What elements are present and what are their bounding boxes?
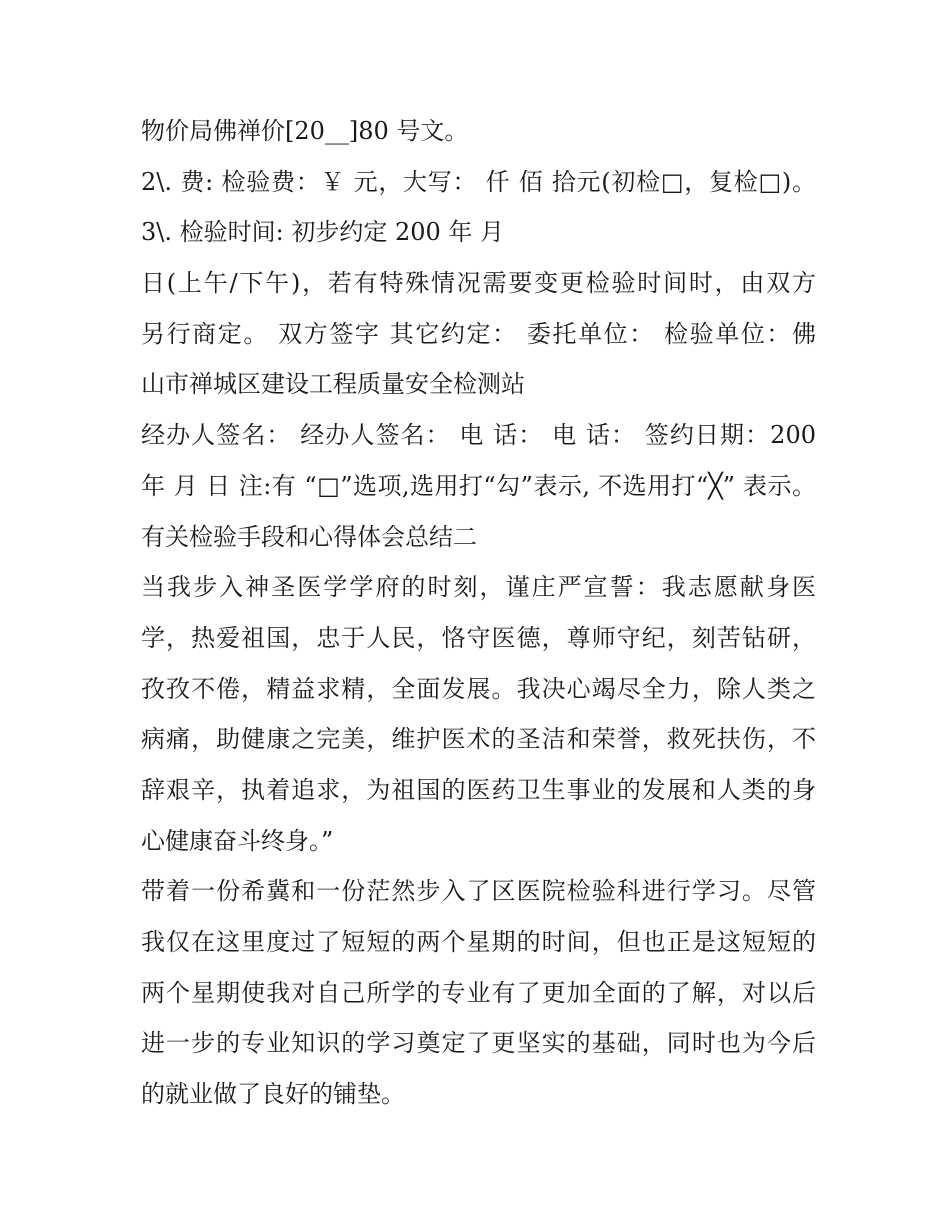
section-heading: 有关检验手段和心得体会总结二 bbox=[141, 522, 477, 551]
text-line: 另行商定。 双方签字 其它约定： 委托单位： 检验单位：佛 bbox=[141, 319, 816, 348]
text-line: 3\. 检验时间: 初步约定 200 年 月 bbox=[141, 218, 505, 247]
text-line: 病痛，助健康之完美，维护医术的圣洁和荣誉，救死扶伤，不 bbox=[141, 725, 816, 754]
text-line: 带着一份希冀和一份茫然步入了区医院检验科进行学习。尽管 bbox=[141, 877, 816, 906]
text-line: 日(上午/下午)，若有特殊情况需要变更检验时间时，由双方 bbox=[141, 269, 816, 298]
text-line: 辞艰辛，执着追求，为祖国的医药卫生事业的发展和人类的身 bbox=[141, 775, 816, 804]
text-line: 当我步入神圣医学学府的时刻，谨庄严宣誓：我志愿献身医 bbox=[141, 573, 816, 602]
text-line: 经办人签名： 经办人签名： 电 话： 电 话： 签约日期：200 bbox=[141, 421, 816, 450]
text-line: 2\. 费: 检验费：￥ 元，大写： 仟 佰 拾元(初检□，复检□)。 bbox=[141, 167, 816, 196]
text-line: 年 月 日 注:有 “□”选项,选用打“勾”表示, 不选用打“╳” 表示。 bbox=[141, 471, 816, 500]
text-line: 物价局佛禅价[20__]80 号文。 bbox=[141, 117, 469, 145]
text-line: 我仅在这里度过了短短的两个星期的时间，但也正是这短短的 bbox=[141, 928, 816, 956]
text-line: 学，热爱祖国，忠于人民，恪守医德，尊师守纪，刻苦钻研， bbox=[141, 623, 816, 652]
text-line: 心健康奋斗终身。” bbox=[141, 826, 334, 855]
text-line: 山市禅城区建设工程质量安全检测站 bbox=[141, 370, 525, 399]
text-line: 的就业做了良好的铺垫。 bbox=[141, 1080, 405, 1109]
document-body bbox=[141, 106, 816, 1120]
text-line: 孜孜不倦，精益求精，全面发展。我决心竭尽全力，除人类之 bbox=[141, 674, 816, 703]
text-line: 进一步的专业知识的学习奠定了更坚实的基础，同时也为今后 bbox=[141, 1029, 816, 1058]
text-line: 两个星期使我对自己所学的专业有了更加全面的了解，对以后 bbox=[141, 978, 816, 1007]
